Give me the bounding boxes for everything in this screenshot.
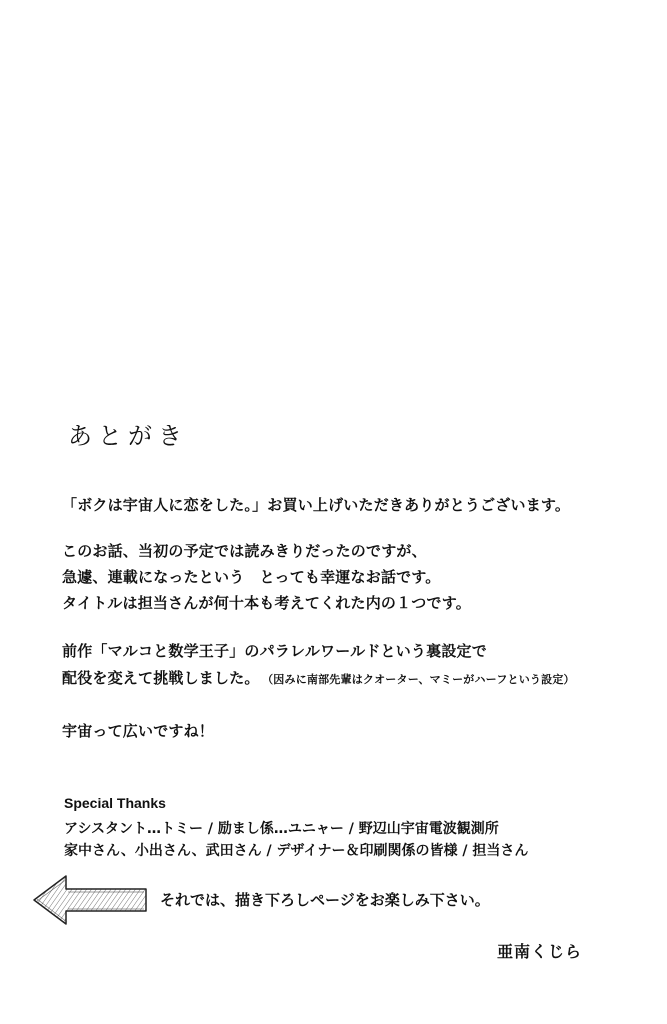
closing-message: それでは、描き下ろしページをお楽しみ下さい。 <box>160 891 490 909</box>
afterword-line-space: 宇宙って広いですね！ <box>62 722 215 740</box>
afterword-line-thanks: 「ボクは宇宙人に恋をした。」お買い上げいただきありがとうございます。 <box>62 496 571 514</box>
left-arrow-icon <box>30 872 150 928</box>
special-thanks-line-2: 家中さん、小出さん、武田さん / デザイナー＆印刷関係の皆様 / 担当さん <box>64 843 529 859</box>
author-name: 亜南くじら <box>497 942 583 961</box>
afterword-line-story-2: 急遽、連載になったという とっても幸運なお話です。 <box>62 568 441 586</box>
special-thanks-line-1: アシスタント…トミー / 励まし係…ユニャー / 野辺山宇宙電波観測所 <box>64 821 499 837</box>
afterword-line-casting <box>62 667 575 688</box>
casting-text: 配役を変えて挑戦しました。 <box>62 669 260 687</box>
afterword-line-previous-work: 前作「マルコと数学王子」のパラレルワールドという裏設定で <box>62 642 487 660</box>
afterword-line-story-1: このお話、当初の予定では読みきりだったのですが、 <box>62 542 427 560</box>
setting-note: （因みに南部先輩はクオーター、マミーがハーフという設定） <box>267 673 575 686</box>
afterword-line-story-3: タイトルは担当さんが何十本も考えてくれた内の１つです。 <box>62 594 471 612</box>
special-thanks-title: Special Thanks <box>64 795 166 811</box>
afterword-heading: あとがき <box>68 422 188 450</box>
